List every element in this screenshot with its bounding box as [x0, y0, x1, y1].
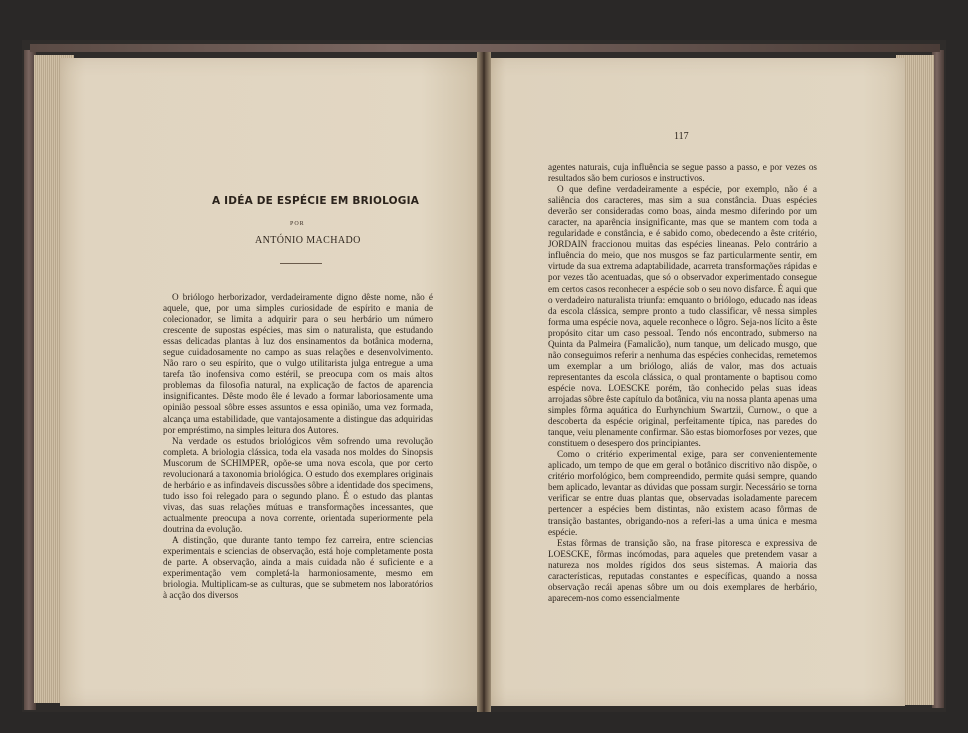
article-author: ANTÓNIO MACHADO — [255, 235, 361, 246]
paragraph: agentes naturais, cuja influência se segue passo a passo, e por vezes os resultados são bem curiosos e instructivos. — [548, 162, 817, 184]
left-text-column — [163, 292, 433, 601]
top-board-edge — [30, 44, 940, 52]
paragraph: Estas fôrmas de transição são, na frase pitoresca e expressiva de LOESCKE, fôrmas incómodas, para aqueles que pretendem vasar a natureza nos moldes rígidos dos seus sistemas. A maioria das características, reputadas constantes e específicas, quando a nossa observação recái apenas sôbre um ou dois exemplares de herbário, aparecem-nos como essencialmente — [548, 537, 817, 603]
paragraph: Na verdade os estudos briológicos vêm sofrendo uma revolução completa. A briologia clássica, toda ela vasada nos moldes do Sinopsis Muscorum de SCHIMPER, opõe-se uma nova escola, que por certo revolucionará a taxonomia briológica. O estudo dos exemplares originais de herbário e as infindaveis discussões sôbre a identidade dos specimens, tudo isso foi relegado para o segundo plano. É o estudo das plantas vivas, das suas relações mútuas e transformações incessantes, que actualmente preocupa a nova corrente, orientada superiormente pela doutrina da evolução. — [163, 435, 433, 534]
article-title: A IDÉA DE ESPÉCIE EM BRIOLOGIA — [212, 195, 420, 207]
page-number: 117 — [674, 131, 689, 142]
right-text-column — [548, 162, 817, 604]
byline: POR — [290, 221, 305, 227]
title-divider — [280, 263, 322, 264]
paragraph: Como o critério experimental exige, para ser convenientemente aplicado, um tempo de que em geral o botânico discritivo não dispõe, o critério morfológico, bem compreendido, permite quási sempre, quando bem aplicado, levantar as dúvidas que possam surgir. Necessário se torna verificar se entre duas plantas que, observadas isoladamente parecem pertencer a espécies bem distintas, não existem acaso fôrmas de transição bastantes, obrigando-nos a referi-las a uma única e mesma espécie. — [548, 449, 817, 537]
book-gutter — [477, 52, 491, 712]
paragraph: O briólogo herborizador, verdadeiramente digno dêste nome, não é aquele, que, por uma simples curiosidade de espírito e mania de colecionador, se limita a adquirir para o seu herbário um número crescente de supostas espécies, mas sim o naturalista, que estudando essas delicadas plantas à luz dos ensinamentos da botânica moderna, segue cuidadosamente no campo as suas relações e desenvolvimento. Não raro o seu espírito, que o vulgo utilitarista julga entregue a uma tarefa tão inofensiva como estéril, se preocupa com os mais altos problemas da filosofia natural, na explicação de factos de aparencia insignificantes. Dêste modo êle é levado a formar laboriosamente uma opinião pessoal sôbre esses assuntos e essa opinião, uma vez formada, alcança uma estabilidade, que vantajosamente a distingue das adquiridas por empréstimo, na simples leitura dos Autores. — [163, 292, 433, 435]
paragraph: A distinção, que durante tanto tempo fez carreira, entre sciencias experimentais e sciencias de observação, está hoje completamente posta de parte. A observação, ainda a mais cuidada não é suficiente e a experimentação vem completá-la harmoniosamente, mesmo em briologia. Multiplicam-se as culturas, que se submetem nos laboratórios à acção dos diversos — [163, 535, 433, 601]
paragraph: O que define verdadeiramente a espécie, por exemplo, não é a saliência dos caracteres, mas sim a sua constância. Duas espécies deverão ser consideradas como boas, ainda mesmo diferindo por um caracter, na aparência insignificante, mas que se mantem com toda a regularidade e constância, e é sabido como, obedecendo a êste critério, JORDAIN fraccionou muitas das espécies lineanas. Pelo contrário a influência do meio, que nos musgos se faz particularmente sentir, em virtude da sua extrema adaptabilidade, acarreta transformações rápidas e por vezes tão acentuadas, que só o observador experimentado consegue em certos casos reconhecer a espécie sob o seu novo disfarce. É aqui que o verdadeiro naturalista triunfa: emquanto o briólogo, educado nas ideas da escola clássica, sempre pronto a tudo classificar, vê nessa simples forma uma espécie nova, aquele reconhece o lôgro. Seja-nos lícito a êste propósito citar um caso pessoal. Tendo nós encontrado, submerso na Quinta da Palmeira (Famalicão), num tanque, um delicado musgo, que não conseguimos referir a nenhuma das espécies conhecidas, remetemos um exemplar a um briólogo, aliás de valor, mas dos actuais representantes da escola clássica, o qual prontamente o baptisou como espécie nova. LOESCKE porém, tão conhecido pelas suas ideas arrojadas sôbre êste capítulo da botânica, viu na nossa planta apenas uma simples fôrma aquática do Eurhynchium Swartzii, Curnow., o que a descoberta da espécie original, perfeitamente típica, nas paredes do tanque, veiu plenamente confirmar. São estas biomorfoses por vezes, que constituem o desespero dos principiantes. — [548, 184, 817, 449]
